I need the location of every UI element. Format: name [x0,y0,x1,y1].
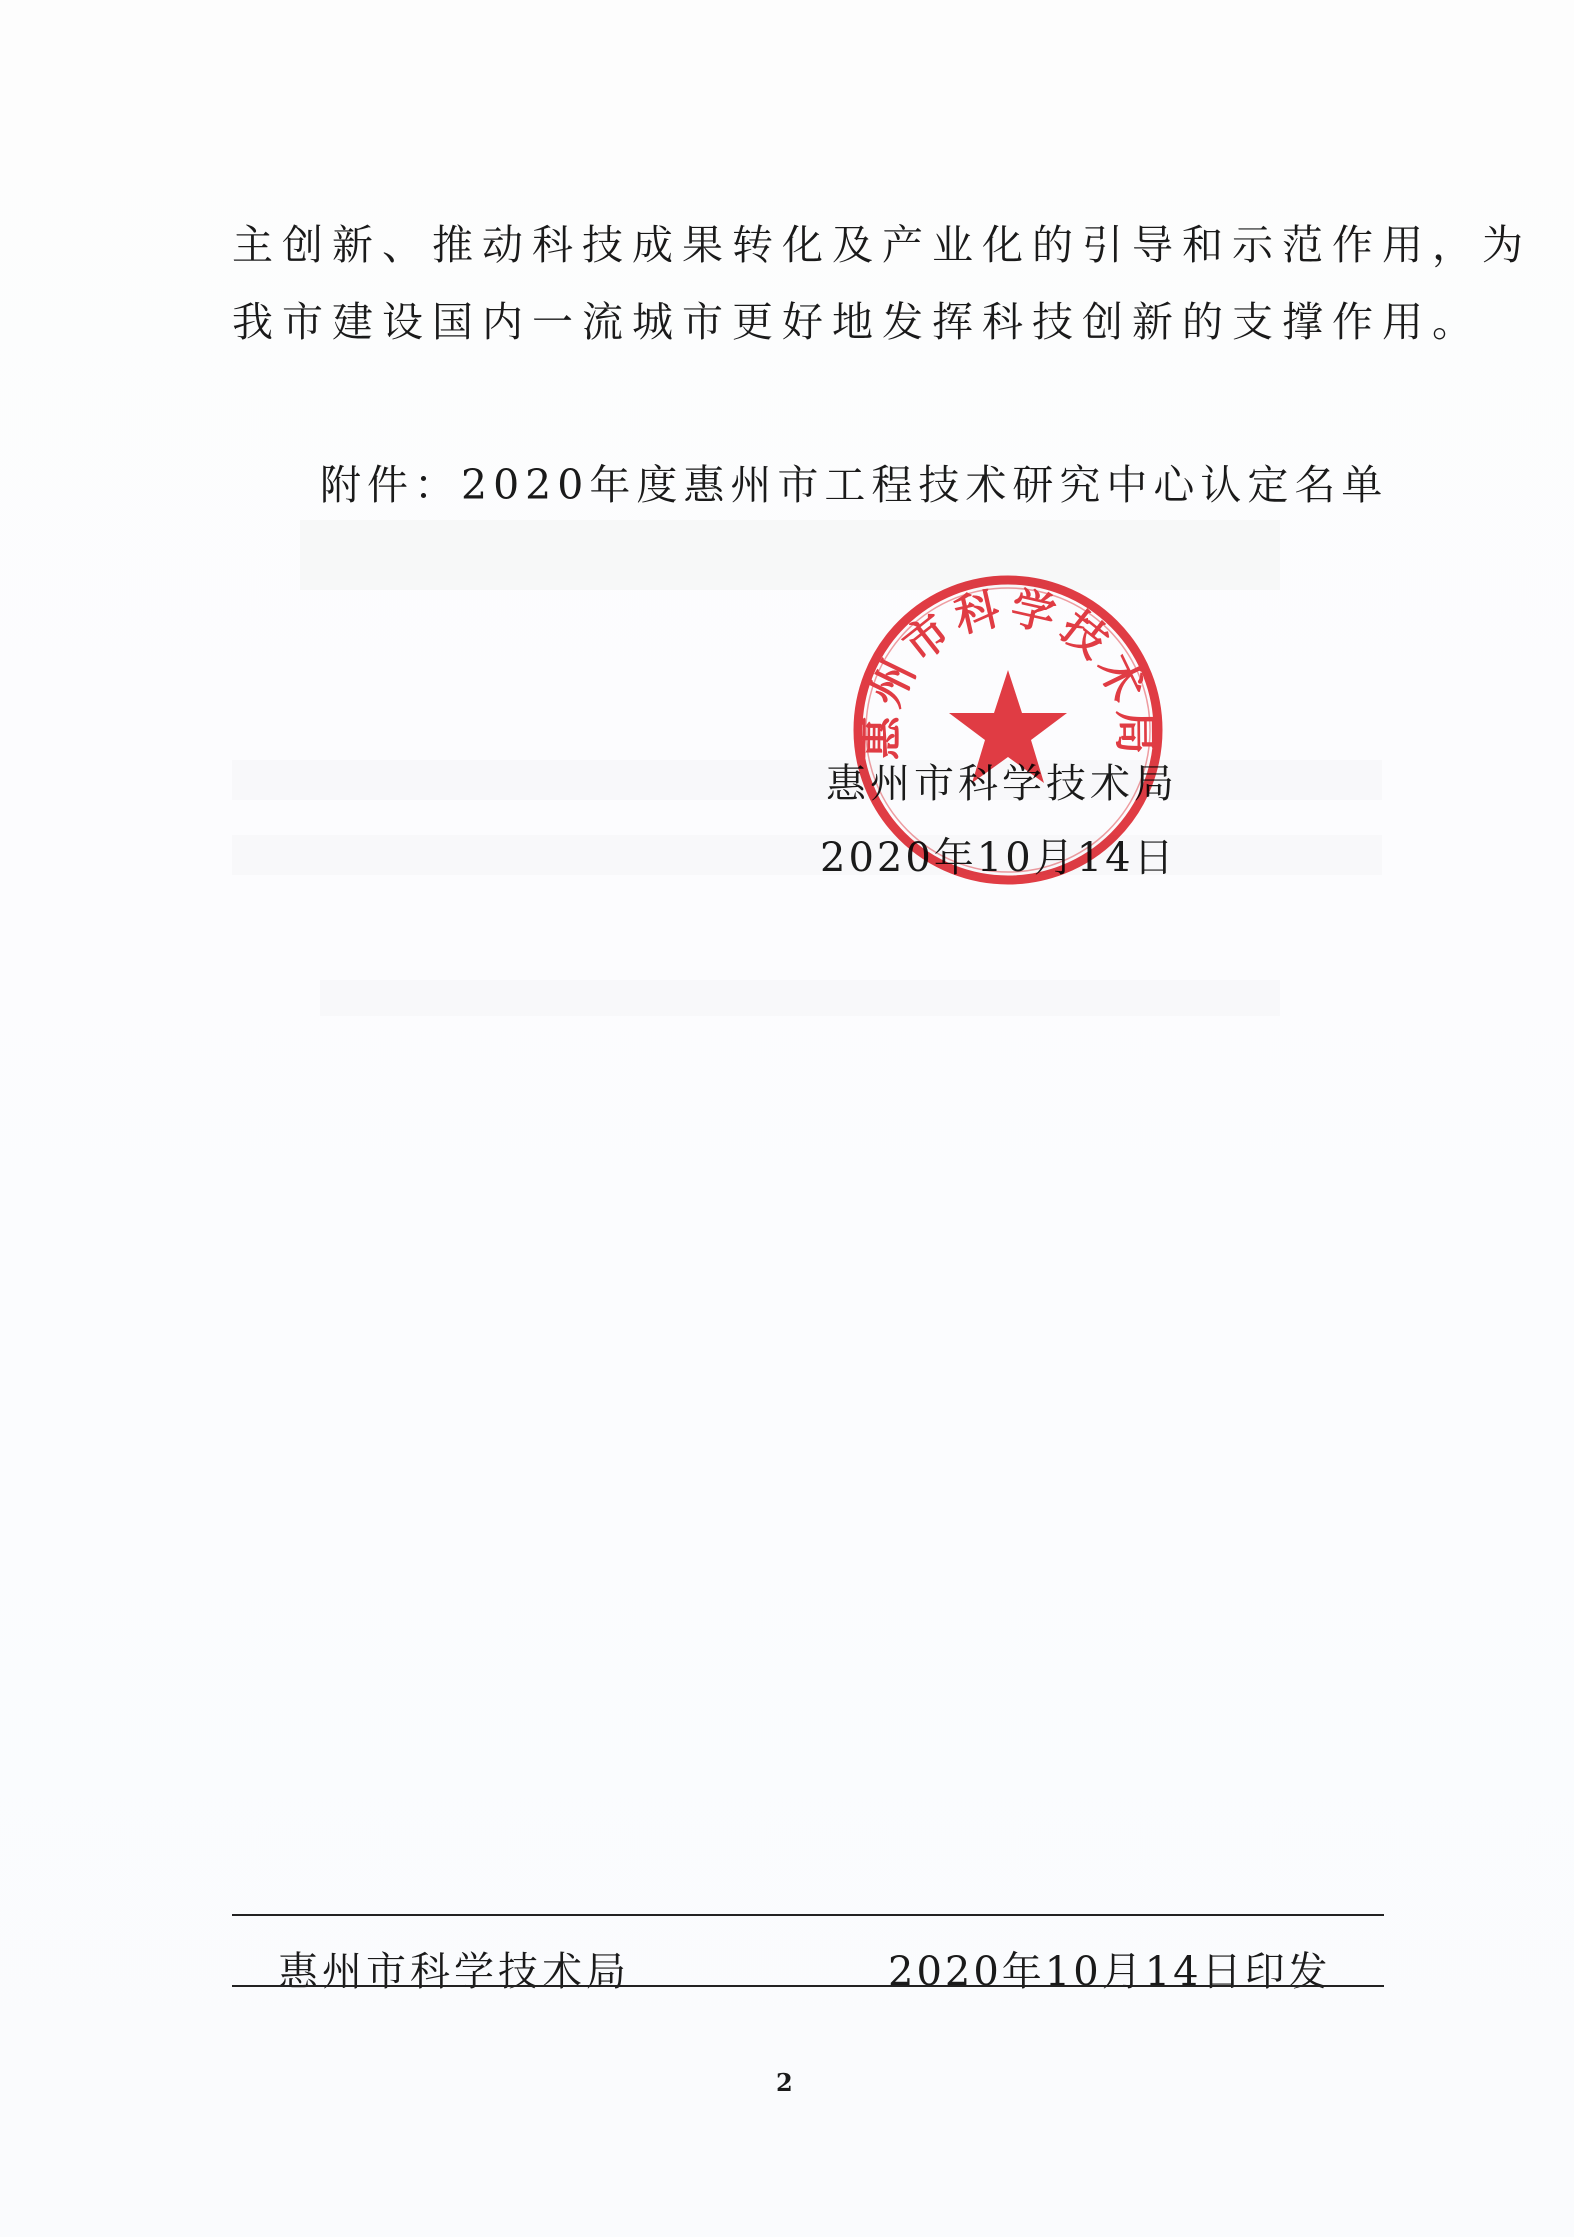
footer-issue-date: 2020年10月14日印发 [888,1949,1331,1995]
footer-rule-bottom [232,1985,1384,1987]
bleed-through-texture [320,980,1280,1016]
star-icon [949,670,1067,783]
bleed-through-texture [232,835,1382,875]
body-paragraph-line: 我市建设国内一流城市更好地发挥科技创新的支撑作用。 [232,298,1482,346]
attachment-note: 附件：2020年度惠州市工程技术研究中心认定名单 [320,461,1389,509]
signature-date: 2020年10月14日 [820,835,1177,881]
seal-text: 惠州市科学技术局 [855,582,1161,761]
footer-issuer: 惠州市科学技术局 [278,1949,630,1995]
footer-rule-top [232,1914,1384,1916]
body-paragraph-line: 主创新、推动科技成果转化及产业化的引导和示范作用，为 [232,221,1532,269]
page-number: 2 [776,2068,793,2097]
bleed-through-texture [232,760,1382,800]
official-seal-stamp [848,570,1168,890]
signature-issuer: 惠州市科学技术局 [826,761,1178,807]
